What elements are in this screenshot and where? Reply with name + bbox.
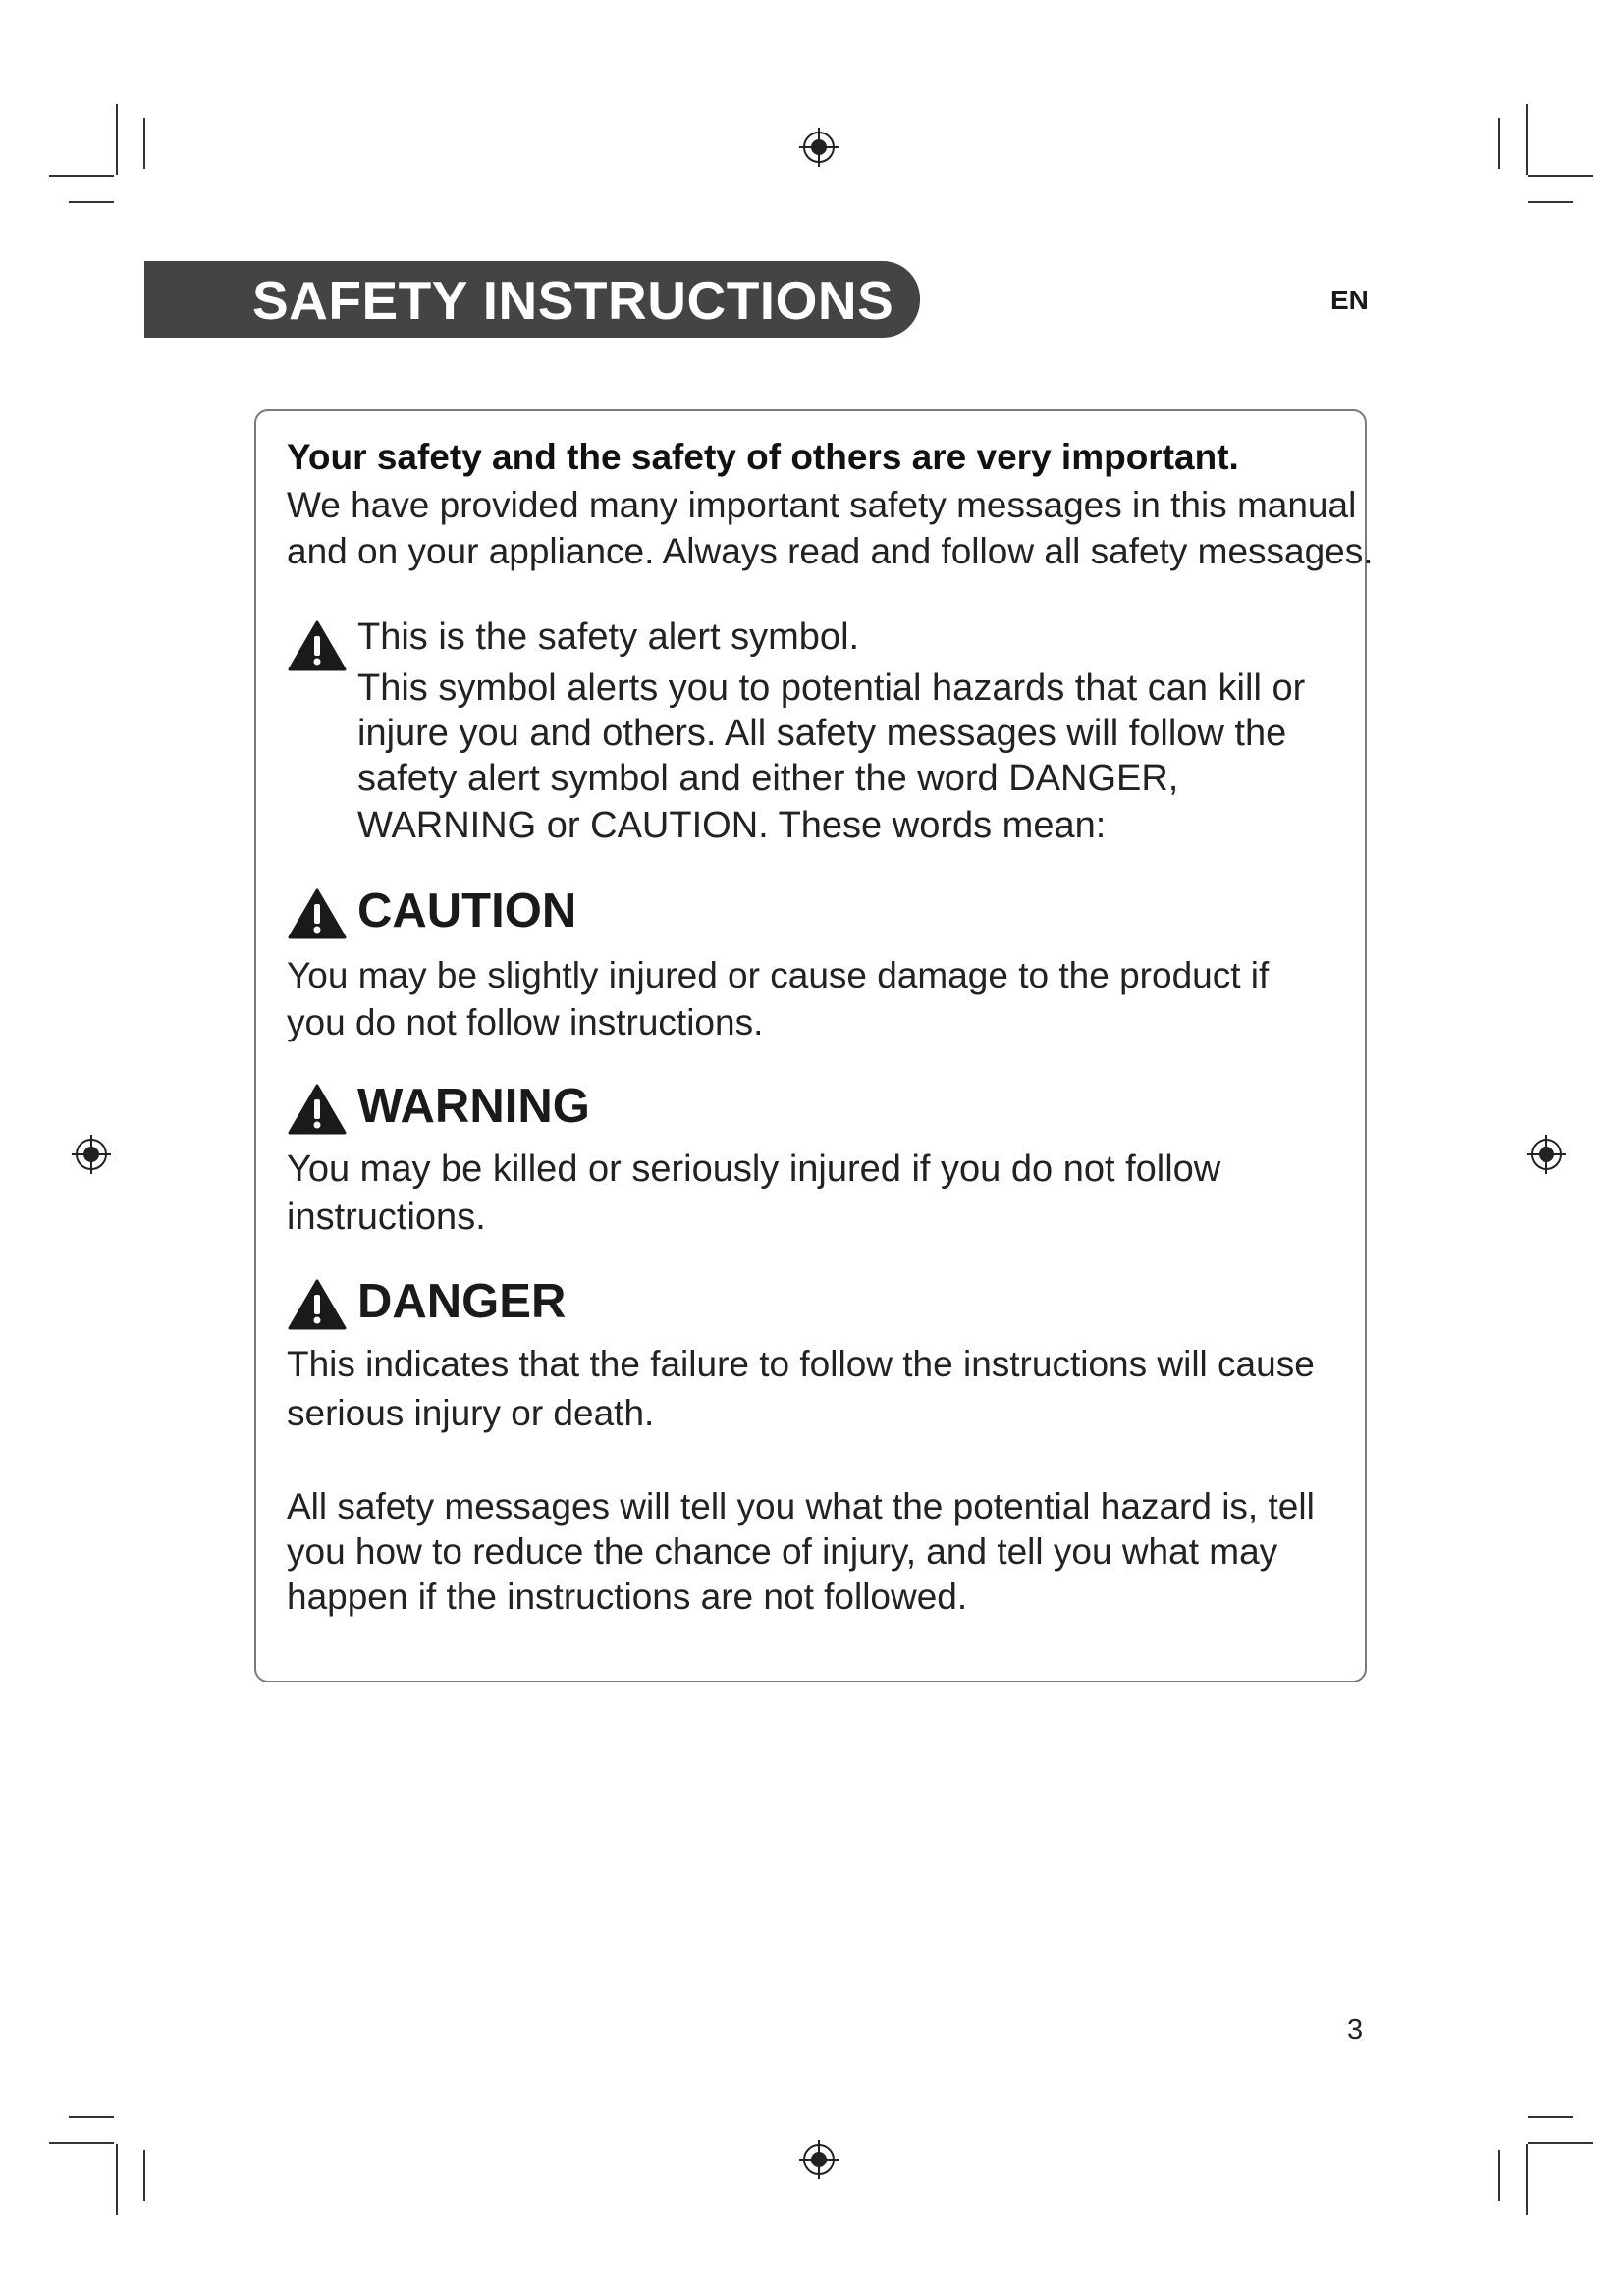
warning-triangle-icon [288,1084,347,1135]
danger-line: This indicates that the failure to follow the instructions will cause [287,1344,1315,1384]
alert-symbol-line: This symbol alerts you to potential hazards that can kill or [357,667,1306,709]
crop-mark [143,2150,145,2201]
warning-heading: WARNING [357,1080,590,1133]
crop-mark [1498,118,1500,169]
closing-line: happen if the instructions are not followed. [287,1576,968,1617]
crop-mark [116,104,118,175]
intro-line: and on your appliance. Always read and follow all safety messages. [287,531,1374,571]
closing-line: All safety messages will tell you what the potential hazard is, tell [287,1486,1315,1526]
crop-mark [1498,2150,1500,2201]
intro-line: We have provided many important safety messages in this manual [287,485,1357,525]
intro-lead: Your safety and the safety of others are very important. [287,437,1239,477]
page-title: SAFETY INSTRUCTIONS [252,270,894,331]
crop-mark [1528,201,1573,203]
warning-triangle-icon [288,888,347,939]
registration-mark-icon [797,2138,840,2181]
crop-mark [69,201,114,203]
section-title-bar [144,261,920,338]
crop-mark [49,175,114,177]
danger-line: serious injury or death. [287,1393,655,1433]
crop-mark [49,2142,114,2144]
crop-mark [1528,2142,1593,2144]
language-code: EN [1330,285,1369,315]
warning-triangle-icon [288,620,347,671]
alert-symbol-line: safety alert symbol and either the word DANGER, [357,758,1179,799]
closing-line: you how to reduce the chance of injury, and tell you what may [287,1531,1278,1572]
registration-mark-icon [70,1133,113,1176]
alert-symbol-line: injure you and others. All safety messages will follow the [357,713,1287,754]
crop-mark [1526,2144,1528,2215]
warning-line: You may be killed or seriously injured if you do not follow [287,1148,1221,1190]
alert-symbol-title: This is the safety alert symbol. [357,616,860,658]
caution-line: you do not follow instructions. [287,1002,764,1042]
crop-mark [1528,2116,1573,2118]
crop-mark [1528,175,1593,177]
registration-mark-icon [1525,1133,1568,1176]
crop-mark [1526,104,1528,175]
crop-mark [69,2116,114,2118]
warning-line: instructions. [287,1197,486,1238]
caution-heading: CAUTION [357,884,577,937]
warning-triangle-icon [288,1279,347,1330]
registration-mark-icon [797,126,840,169]
page-number: 3 [1347,2014,1364,2046]
caution-line: You may be slightly injured or cause damage to the product if [287,955,1270,995]
danger-heading: DANGER [357,1275,567,1328]
crop-mark [116,2144,118,2215]
alert-symbol-line: WARNING or CAUTION. These words mean: [357,805,1107,846]
crop-mark [143,118,145,169]
